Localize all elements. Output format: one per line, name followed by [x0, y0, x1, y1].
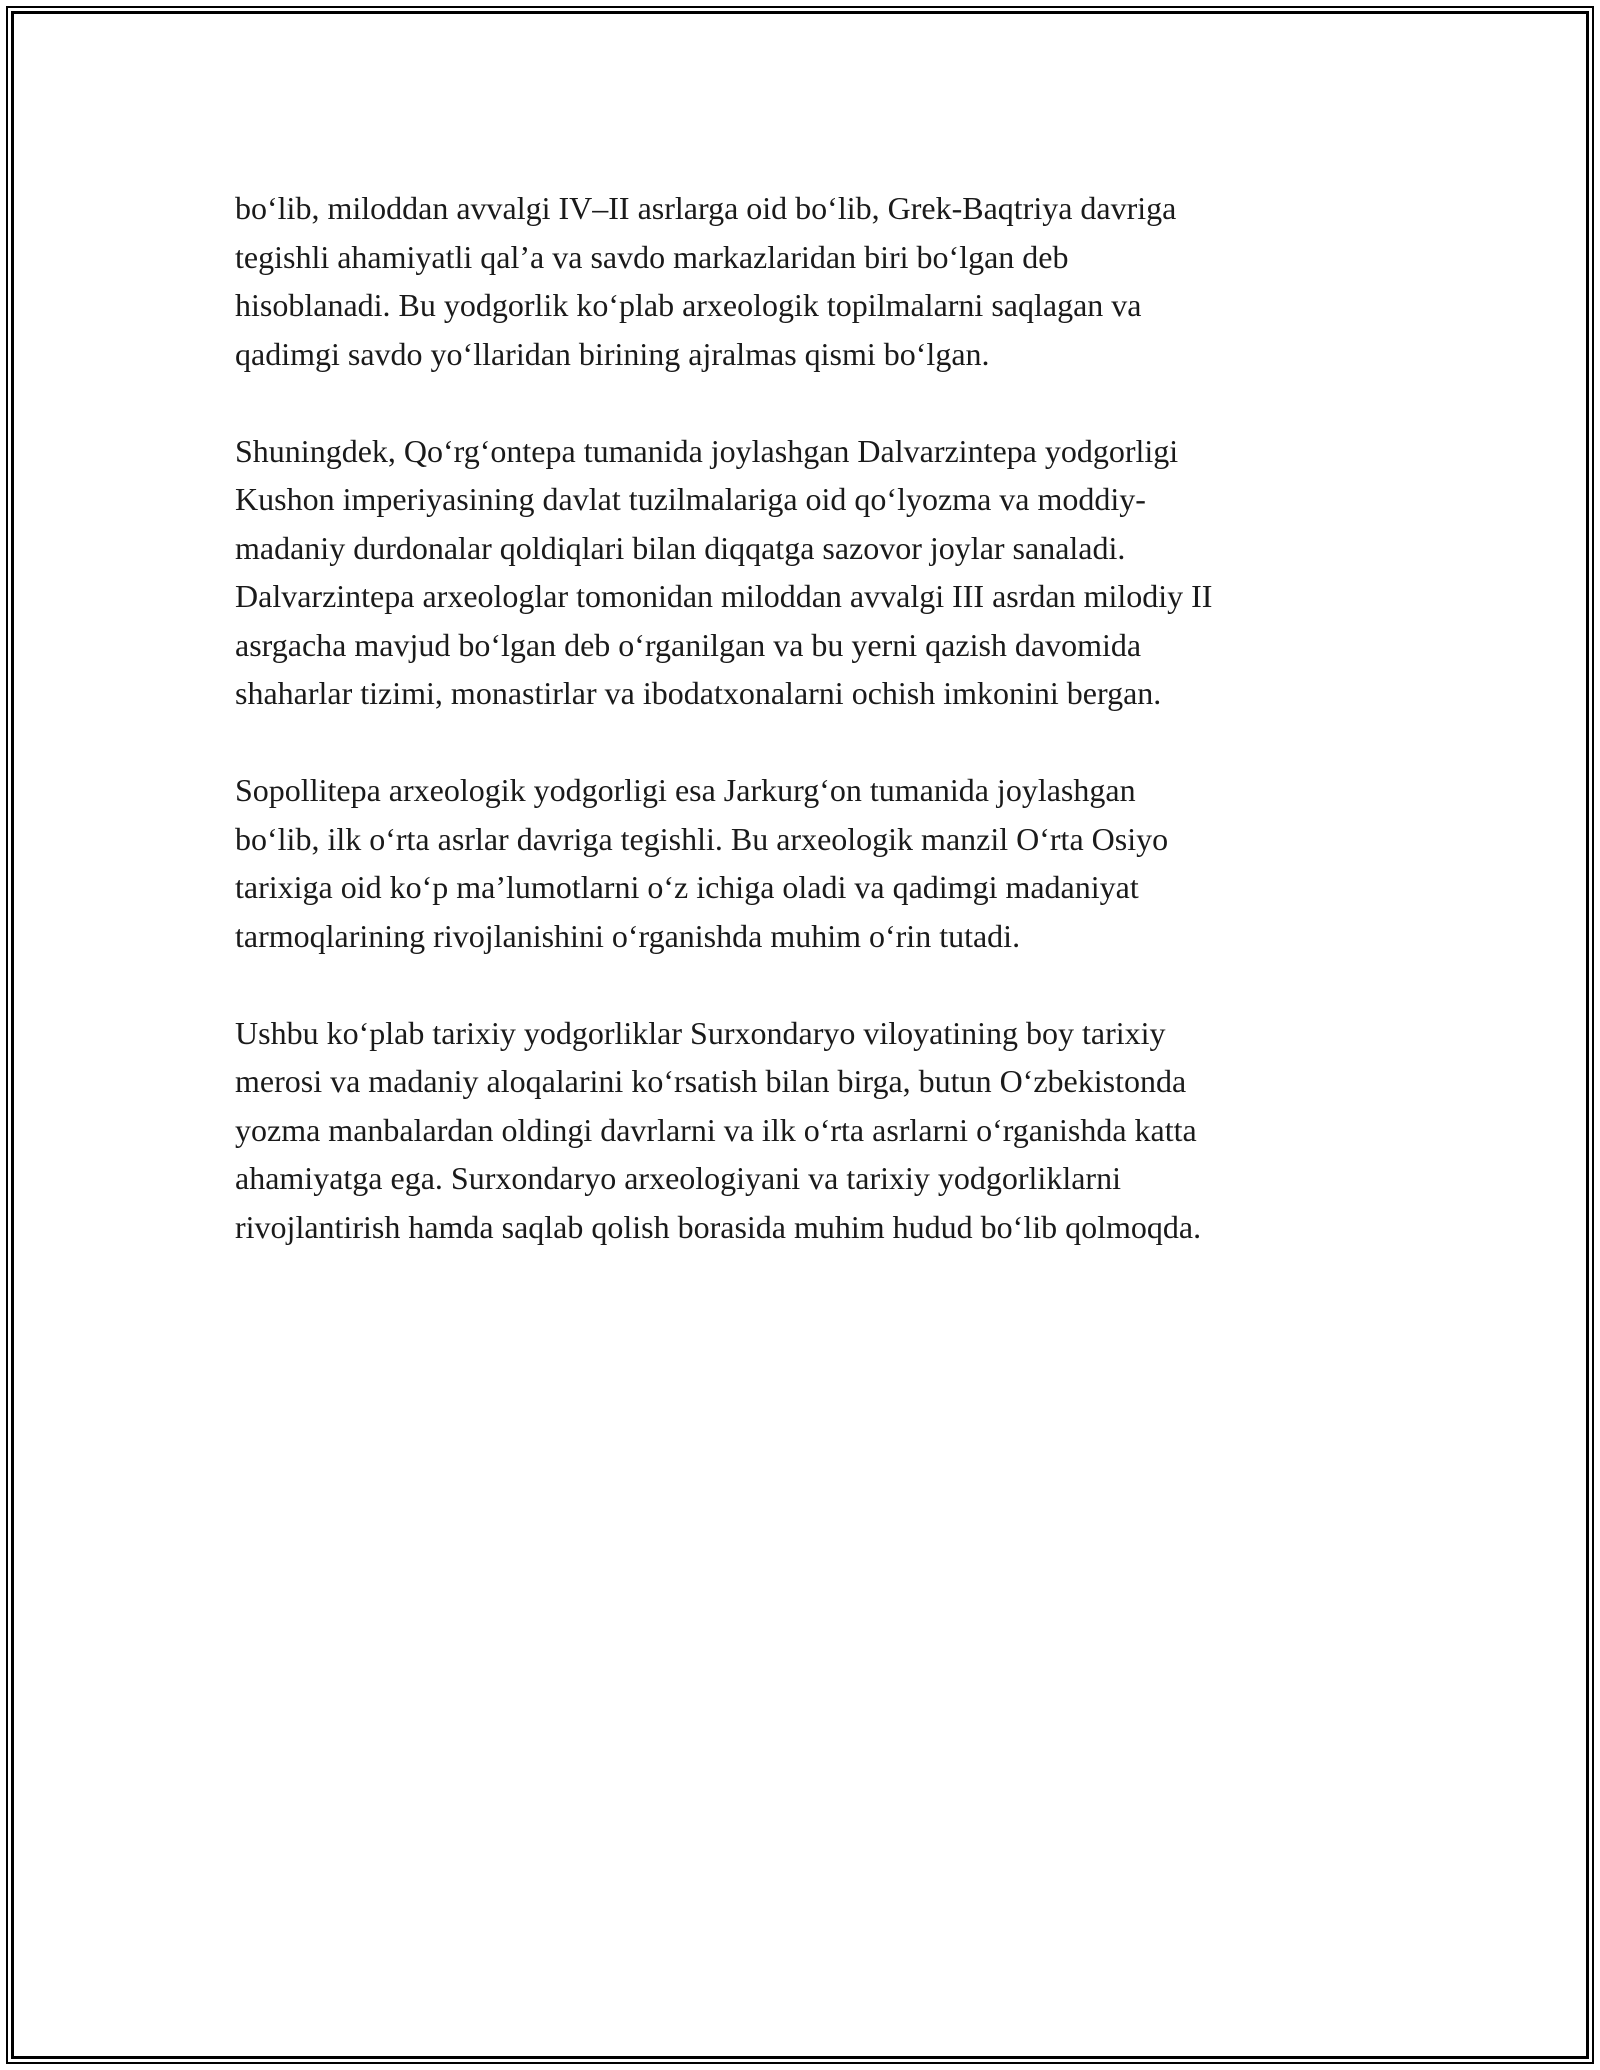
- text-line: madaniy durdonalar qoldiqlari bilan diqqatga sazovor joylar sanaladi.: [235, 529, 1126, 566]
- text-line: asrgacha mavjud bo‘lgan deb o‘rganilgan va bu yerni qazish davomida: [235, 626, 1142, 663]
- text-line: qadimgi savdo yo‘llaridan birining ajralmas qismi bo‘lgan.: [235, 335, 990, 372]
- text-line: tarixiga oid ko‘p ma’lumotlarni o‘z ichiga oladi va qadimgi madaniyat: [235, 869, 1139, 905]
- text-line: hisoblanadi. Bu yodgorlik ko‘plab arxeologik topilmalarni saqlagan va: [235, 287, 1142, 323]
- text-line: bo‘lib, ilk o‘rta asrlar davriga tegishli. Bu arxeologik manzil O‘rta Osiyo: [235, 820, 1169, 857]
- text-line: Ushbu ko‘plab tarixiy yodgorliklar Surxondaryo viloyatining boy tarixiy: [235, 1014, 1166, 1051]
- text-line: Kushon imperiyasining davlat tuzilmalariga oid qo‘lyozma va moddiy-: [235, 481, 1146, 517]
- text-line: tarmoqlarining rivojlanishini o‘rganishda muhim o‘rin tutadi.: [235, 917, 1021, 954]
- text-line: bo‘lib, miloddan avvalgi IV–II asrlarga oid bo‘lib, Grek-Baqtriya davriga: [235, 190, 1177, 226]
- text-line: shaharlar tizimi, monastirlar va ibodatxonalarni ochish imkonini bergan.: [235, 675, 1162, 711]
- paragraph-1: [235, 184, 1375, 378]
- text-line: Shuningdek, Qo‘rg‘ontepa tumanida joylashgan Dalvarzintepa yodgorligi: [235, 432, 1179, 469]
- paragraph-3: [235, 766, 1375, 960]
- paragraph-2: [235, 427, 1375, 718]
- text-line: yozma manbalardan oldingi davrlarni va ilk o‘rta asrlarni o‘rganishda katta: [235, 1111, 1197, 1148]
- text-line: merosi va madaniy aloqalarini ko‘rsatish bilan birga, butun O‘zbekistonda: [235, 1063, 1187, 1099]
- text-line: tegishli ahamiyatli qal’a va savdo markazlaridan biri bo‘lgan deb: [235, 238, 1069, 275]
- text-line: ahamiyatga ega. Surxondaryo arxeologiyani va tarixiy yodgorliklarni: [235, 1160, 1121, 1196]
- paragraph-4: [235, 1009, 1375, 1252]
- document-body: [235, 184, 1375, 1300]
- text-line: Sopollitepa arxeologik yodgorligi esa Jarkurg‘on tumanida joylashgan: [235, 772, 1136, 808]
- text-line: Dalvarzintepa arxeologlar tomonidan miloddan avvalgi III asrdan milodiy II: [235, 578, 1213, 614]
- text-line: rivojlantirish hamda saqlab qolish borasida muhim hudud bo‘lib qolmoqda.: [235, 1208, 1202, 1245]
